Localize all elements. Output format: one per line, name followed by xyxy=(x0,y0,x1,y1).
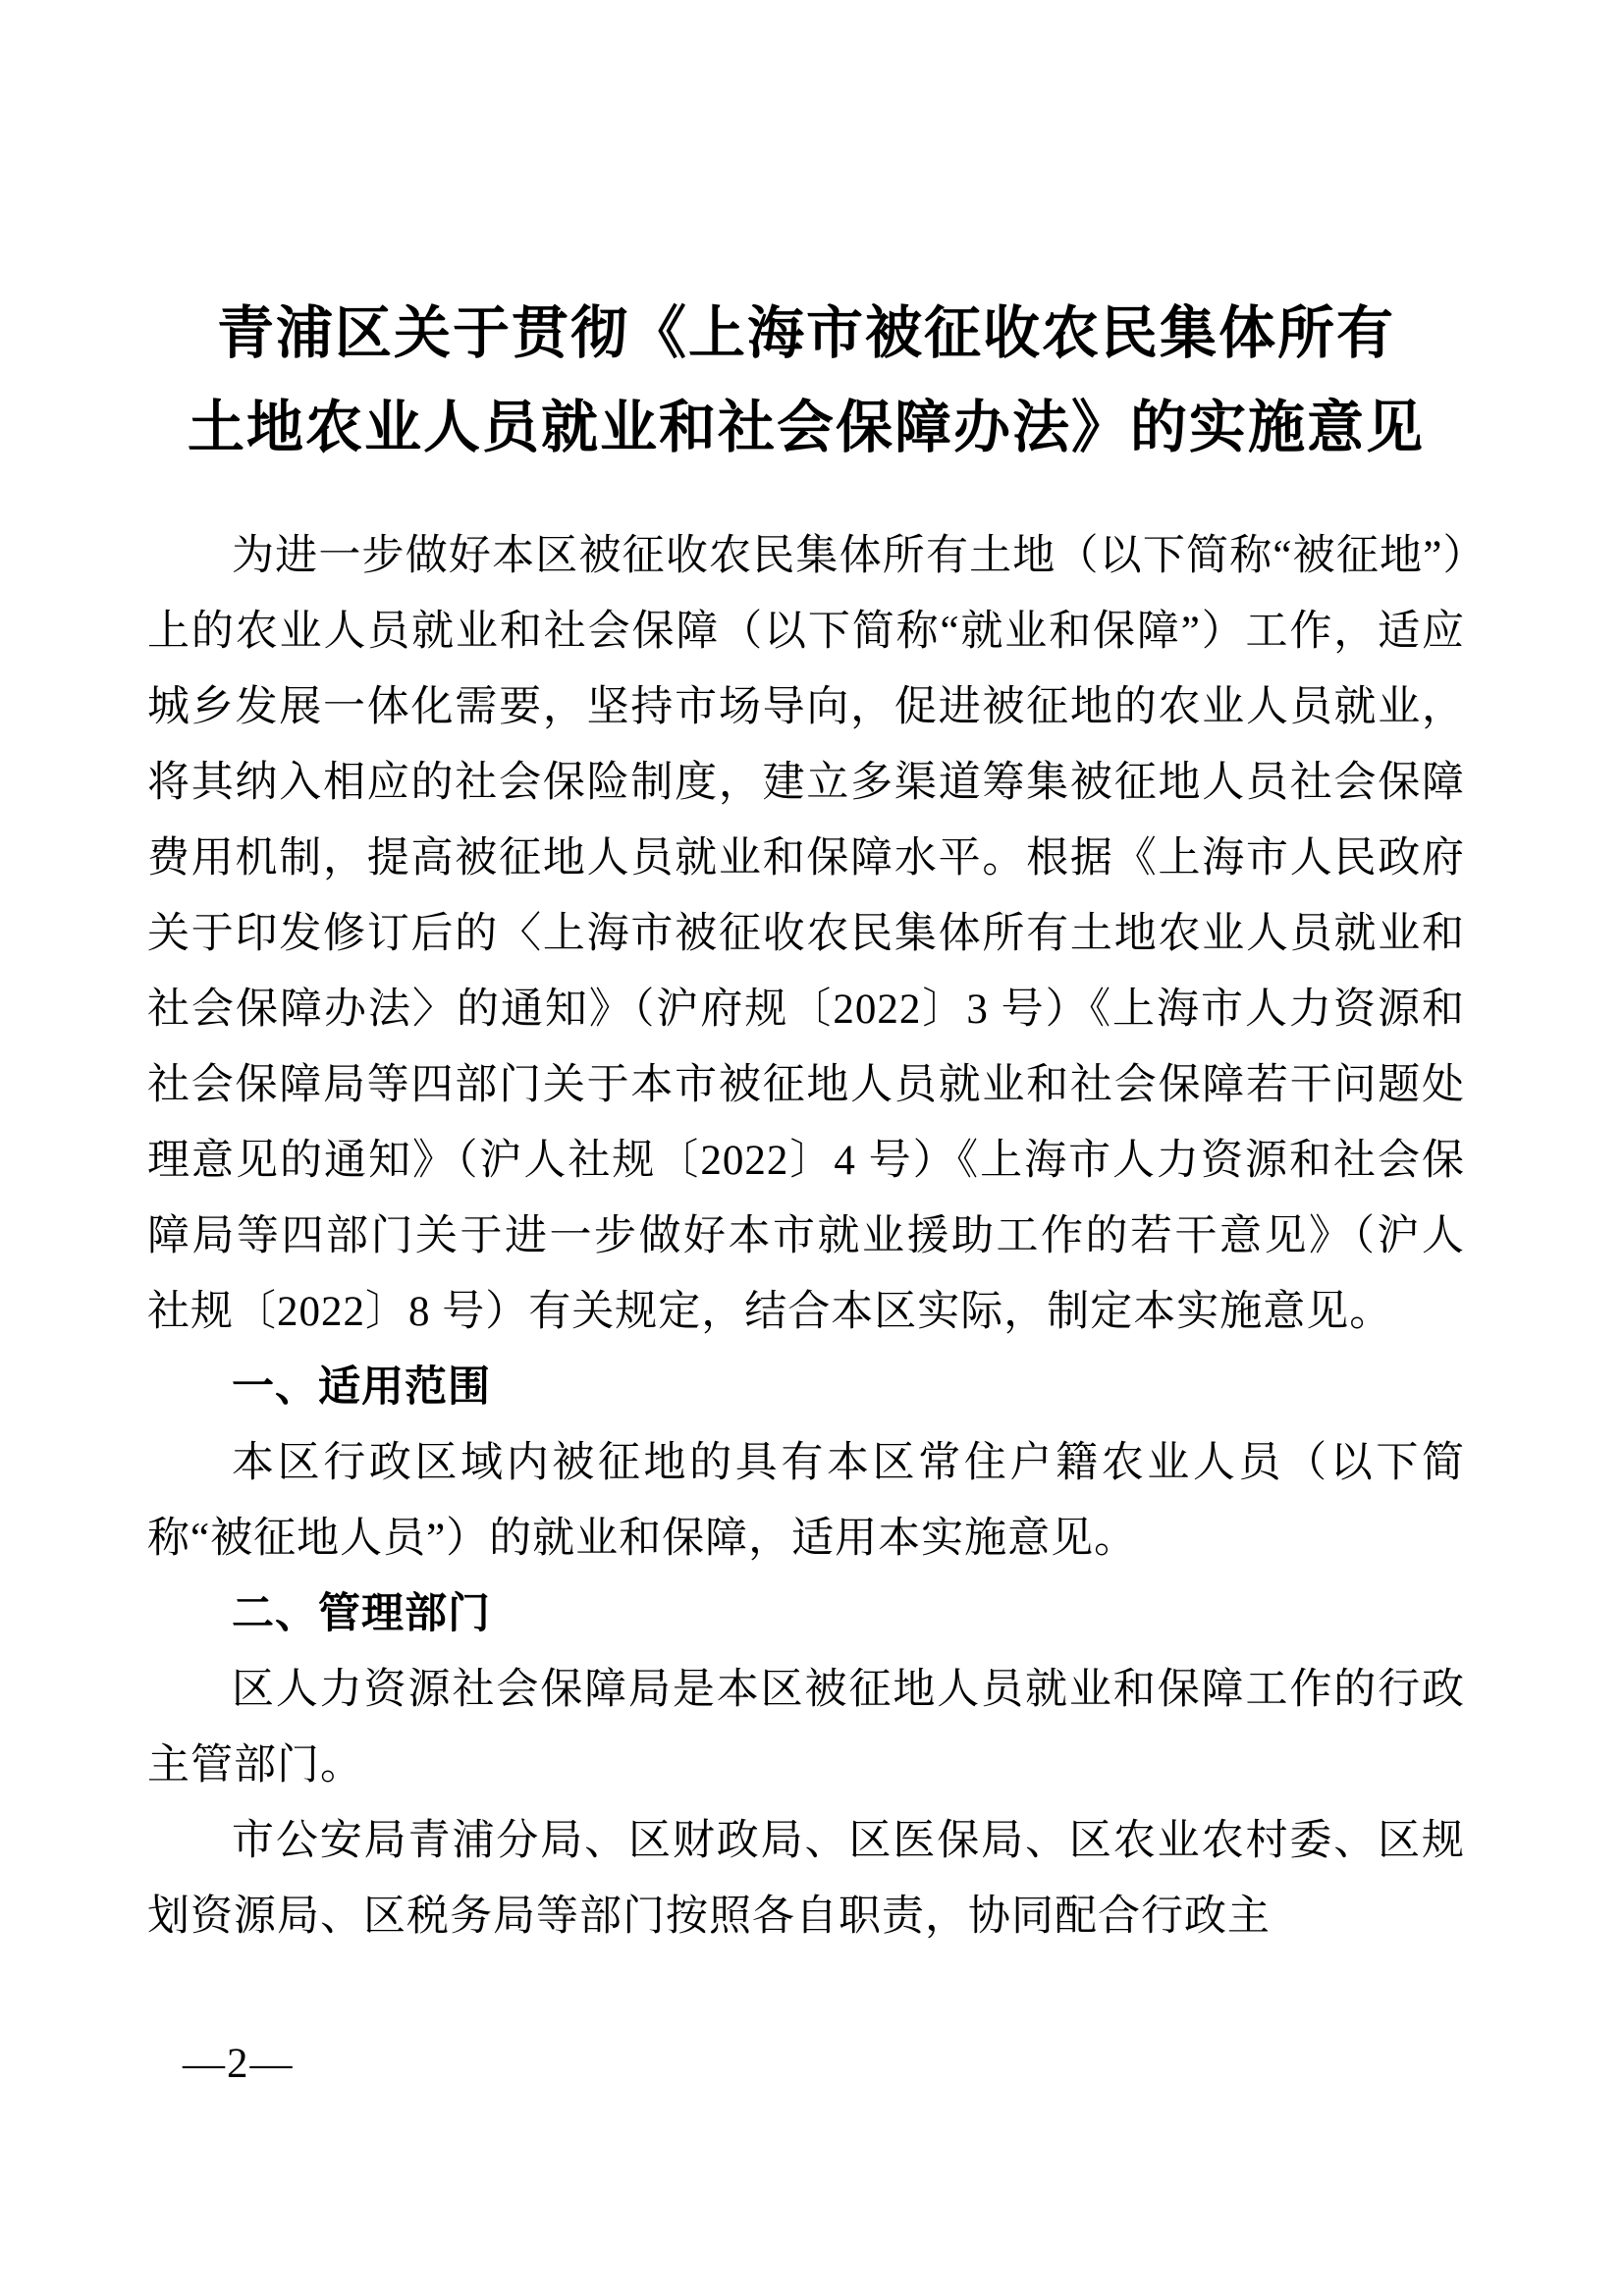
section-heading-management: 二、管理部门 xyxy=(232,1590,491,1637)
paragraph-cooperating-departments: 市公安局青浦分局、区财政局、区医保局、区农业农村委、区规划资源局、区税务局等部门按照各自职责，协同配合行政主 xyxy=(147,1818,1465,1940)
document-title xyxy=(147,287,1465,475)
document-title-line-1: 青浦区关于贯彻《上海市被征收农民集体所有 xyxy=(216,301,1395,365)
paragraph-admin-department: 区人力资源社会保障局是本区被征地人员就业和保障工作的行政主管部门。 xyxy=(147,1667,1465,1789)
paragraph-scope: 本区行政区域内被征地的具有本区常住户籍农业人员（以下简称“被征地人员”）的就业和保障，适用本实施意见。 xyxy=(147,1440,1465,1562)
page-number: —2— xyxy=(183,2041,295,2087)
paragraph-intro: 为进一步做好本区被征收农民集体所有土地（以下简称“被征地”）上的农业人员就业和社会保障（以下简称“就业和保障”）工作，适应城乡发展一体化需要，坚持市场导向，促进被征地的农业人员就业，将其纳入相应的社会保险制度，建立多渠道筹集被征地人员社会保障费用机制，提高被征地人员就业和保障水平。根据《上海市人民政府关于印发修订后的〈上海市被征收农民集体所有土地农业人员就业和社会保障办法〉的通知》（沪府规〔2022〕3 号）《上海市人力资源和社会保障局等四部门关于本市被征地人员就业和社会保障若干问题处理意见的通知》（沪人社规〔2022〕4 号）《上海市人力资源和社会保障局等四部门关于进一步做好本市就业援助工作的若干意见》（沪人社规〔2022〕8 号）有关规定，结合本区实际，制定本实施意见。 xyxy=(147,533,1465,1335)
document-title-line-2: 土地农业人员就业和社会保障办法》的实施意见 xyxy=(187,396,1425,459)
section-heading-scope: 一、适用范围 xyxy=(232,1363,491,1411)
